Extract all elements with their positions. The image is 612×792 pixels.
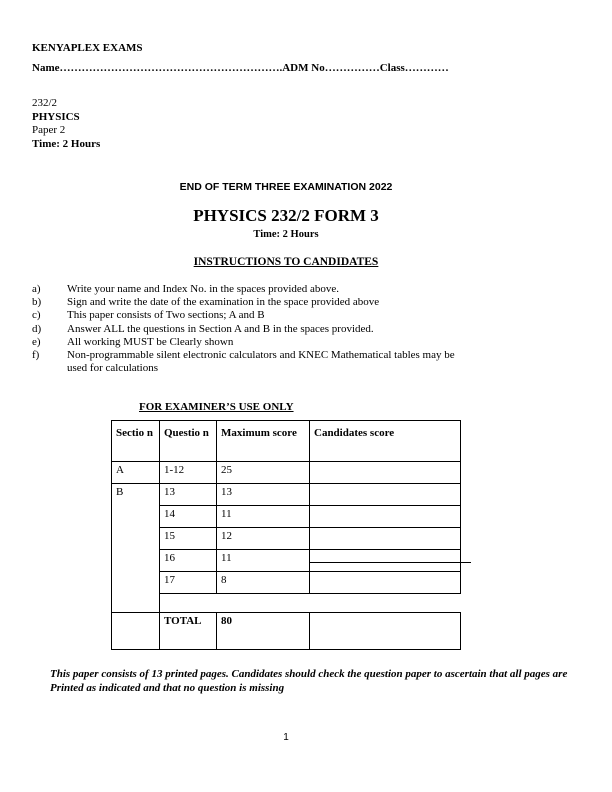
instruction-text: This paper consists of Two sections; A and B xyxy=(67,309,265,322)
paper-time: Time: 2 Hours xyxy=(32,138,101,150)
paper-number: Paper 2 xyxy=(32,124,66,136)
total-value: 80 xyxy=(217,613,310,650)
table-header-row xyxy=(112,421,461,462)
total-blank-cell xyxy=(112,613,160,650)
instructions-list xyxy=(32,283,467,375)
cell-score[interactable] xyxy=(310,484,461,506)
cell-question: 15 xyxy=(160,528,217,550)
instructions-title: INSTRUCTIONS TO CANDIDATES xyxy=(193,256,379,268)
cell-max: 13 xyxy=(217,484,310,506)
cell-section: B xyxy=(112,484,160,613)
cell-max: 11 xyxy=(217,506,310,528)
exam-time: Time: 2 Hours xyxy=(253,229,319,240)
total-label: TOTAL xyxy=(160,613,217,650)
header-question: Questio n xyxy=(160,421,217,462)
header-max-score: Maximum score xyxy=(217,421,310,462)
paper-code: 232/2 xyxy=(32,97,58,109)
instruction-item xyxy=(32,296,467,309)
table-row xyxy=(112,572,461,594)
instruction-letter: c) xyxy=(32,309,41,322)
instruction-letter: e) xyxy=(32,335,41,348)
header-section: Sectio n xyxy=(112,421,160,462)
subject-name: PHYSICS xyxy=(32,111,80,123)
examiner-score-table xyxy=(111,420,461,650)
instruction-text: Sign and write the date of the examination in the space provided above xyxy=(67,296,380,309)
table-row xyxy=(112,506,461,528)
table-row-blank xyxy=(112,594,461,613)
blank-cell xyxy=(160,594,461,613)
cell-section: A xyxy=(112,462,160,484)
cell-question: 16 xyxy=(160,550,217,572)
instruction-item xyxy=(32,283,467,296)
page-number: 1 xyxy=(283,732,289,743)
header-candidate-score: Candidates score xyxy=(310,421,461,462)
instruction-text: Answer ALL the questions in Section A and B in the spaces provided. xyxy=(67,322,374,335)
cell-max: 8 xyxy=(217,572,310,594)
cell-max: 12 xyxy=(217,528,310,550)
cell-max: 11 xyxy=(217,550,310,572)
org-name: KENYAPLEX EXAMS xyxy=(32,42,143,54)
cell-score[interactable] xyxy=(310,506,461,528)
cell-question: 17 xyxy=(160,572,217,594)
cell-question: 13 xyxy=(160,484,217,506)
instruction-letter: d) xyxy=(32,322,42,335)
instruction-text: Non-programmable silent electronic calculators and KNEC Mathematical tables may be used for calculations xyxy=(67,349,455,375)
table-row xyxy=(112,462,461,484)
table-row xyxy=(112,528,461,550)
exam-title: PHYSICS 232/2 FORM 3 xyxy=(193,206,379,225)
candidate-name-line: Name…………………………………………………….ADM No……………Class………… xyxy=(32,62,449,74)
cell-score[interactable] xyxy=(310,462,461,484)
total-candidate-score[interactable] xyxy=(310,613,461,650)
table-row xyxy=(112,550,461,572)
instruction-item xyxy=(32,336,467,349)
table-total-row xyxy=(112,613,461,650)
instruction-text: Write your name and Index No. in the spaces provided above. xyxy=(67,283,340,295)
cell-question: 1-12 xyxy=(160,462,217,484)
table-row xyxy=(112,484,461,506)
cell-score[interactable] xyxy=(310,572,461,594)
instruction-item xyxy=(32,349,467,375)
cell-max: 25 xyxy=(217,462,310,484)
instruction-item xyxy=(32,309,467,322)
examiner-table-title: FOR EXAMINER’S USE ONLY xyxy=(139,401,294,413)
instruction-letter: b) xyxy=(32,296,42,309)
exam-heading: END OF TERM THREE EXAMINATION 2022 xyxy=(179,181,393,193)
instruction-letter: f) xyxy=(32,349,40,362)
cell-score[interactable] xyxy=(310,550,461,572)
instruction-letter: a) xyxy=(32,283,41,295)
cell-score[interactable] xyxy=(310,528,461,550)
instruction-text: All working MUST be Clearly shown xyxy=(67,335,234,348)
cell-question: 14 xyxy=(160,506,217,528)
instruction-item xyxy=(32,323,467,336)
footer-note: This paper consists of 13 printed pages. Candidates should check the question paper to ascertain that all pages are Printed as indicated and that no question is missing xyxy=(50,668,568,694)
stray-divider-line xyxy=(310,562,471,563)
